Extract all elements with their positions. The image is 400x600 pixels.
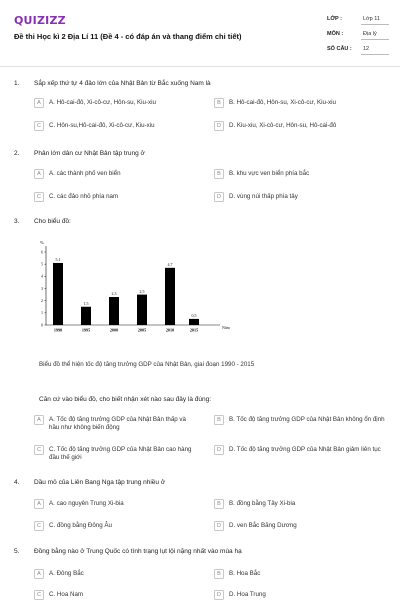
page-title: Đề thi Học kì 2 Địa Lí 11 (Đề 4 - có đáp án và thang điểm chi tiết) [14,32,242,41]
x-tick-label: 1990 [53,327,63,333]
option-a[interactable] [34,569,194,579]
option-b-text: B. Hô-cai-đô, Hôn-su, Xi-cô-cư, Kiu-xiu [229,99,336,106]
bar-value-label: 5,1 [55,257,61,263]
sub-question-text: Căn cứ vào biểu đồ, cho biết nhận xét nào sau đây là đúng: [39,396,212,403]
chart-caption: Biểu đồ thể hiện tốc độ tăng trưởng GDP của Nhật Bản, giai đoạn 1990 - 2015 [39,361,255,368]
option-c-box: C [34,445,44,455]
question-number: 5. [14,548,20,555]
option-a-text: A. cao nguyên Trung Xi-bia [49,500,124,507]
bar-value-label: 4,7 [167,262,173,268]
x-tick-label: 2005 [137,327,147,333]
option-b-box: B [214,169,224,179]
question-number: 4. [14,479,20,486]
option-a-box: A [34,499,44,509]
gdp-bar-chart [34,238,234,342]
option-a-box: A [34,415,44,425]
q3-option-d[interactable] [214,445,389,455]
x-tick-label: 1995 [81,327,91,333]
question-number: 1. [14,80,20,87]
option-a-text: A. Tốc độ tăng trưởng GDP của Nhật Bản thấp và hầu như không biến động [49,416,186,431]
y-axis-label: % [40,240,44,245]
option-b[interactable] [214,499,389,509]
header-divider [0,66,400,67]
option-d-text: D. Hoa Trung [229,591,266,598]
q3-option-c[interactable] [34,445,194,462]
option-b-text: B. khu vực ven biển phía bắc [229,170,310,177]
option-c-text: C. Tốc độ tăng trưởng GDP của Nhật Bản cao hàng đầu thế giới [49,446,192,461]
bar-value-label: 1,5 [83,300,89,306]
chart-svg [34,238,234,342]
option-d-box: D [214,521,224,531]
class-label: LỚP : [327,16,342,22]
option-c[interactable] [34,590,194,600]
class-value: Lớp 11 [363,16,380,22]
subject-label: MÔN : [327,31,344,37]
count-value: 12 [363,46,370,52]
option-a-text: A. Đông Bắc [49,570,84,577]
option-c-box: C [34,590,44,600]
option-a-box: A [34,98,44,108]
bar-2010 [165,268,175,325]
bar-2000 [109,297,119,325]
class-underline [361,24,389,25]
question-text: Dầu mỏ của Liên Bang Nga tập trung nhiều ở [34,479,166,486]
question-text: Phân lớn dân cư Nhật Bản tập trung ở [34,150,145,157]
option-d-box: D [214,121,224,131]
y-tick-label: 2 [41,298,43,304]
subject-underline [361,39,389,40]
question-number: 2. [14,150,20,157]
quizizz-logo: QUIZIZZ [14,14,66,27]
bar-value-label: 0,5 [191,313,197,319]
question-text: Sắp xếp thứ tự 4 đảo lớn của Nhật Bản từ Bắc xuống Nam là [34,80,211,87]
bar-1990 [53,263,63,325]
bar-1995 [81,307,91,325]
option-a-box: A [34,169,44,179]
header [0,0,400,68]
option-d-text: D. Tốc độ tăng trưởng GDP của Nhật Bản giảm liên tục [229,446,381,453]
y-tick-label: 6 [41,249,43,255]
x-tick-label: 2010 [165,327,175,333]
option-c[interactable] [34,521,194,531]
option-d-text: D. vùng núi thấp phía tây [229,193,298,200]
option-b[interactable] [214,569,389,579]
option-b-text: B. đồng bằng Tây Xi-bia [229,500,296,507]
option-b-box: B [214,415,224,425]
option-b-text: B. Tốc độ tăng trưởng GDP của Nhật Bản không ổn định [229,416,385,423]
q3-option-b[interactable] [214,415,389,425]
option-c-box: C [34,121,44,131]
option-d-text: D. ven Bắc Băng Dương [229,522,297,529]
x-tick-label: 2000 [109,327,119,333]
subject-value: Địa lý [363,31,377,37]
question-text: Đồng bằng nào ở Trung Quốc có tình trạng lụt lội nặng nhất vào mùa hạ [34,548,242,555]
option-a[interactable] [34,98,194,108]
option-c-box: C [34,521,44,531]
option-d-box: D [214,590,224,600]
option-b-box: B [214,98,224,108]
option-b-box: B [214,499,224,509]
x-axis-label: Năm [222,325,230,330]
option-d-box: D [214,192,224,202]
y-tick-label: 1 [41,310,43,316]
option-c-text: C. Hoa Nam [49,591,84,598]
option-c[interactable] [34,192,194,202]
option-a-text: A. Hô-cai-đô, Xi-cô-cư, Hôn-su, Kiu-xiu [49,99,156,106]
option-a-box: A [34,569,44,579]
option-d[interactable] [214,121,389,131]
question-text: Cho biểu đồ: [34,218,71,225]
count-label: SỐ CÂU : [327,46,352,52]
option-c-text: C. Hôn-su,Hô-cai-đô, Xi-cô-cư, Kiu-xiu [49,122,155,129]
option-b[interactable] [214,169,389,179]
bar-2015 [189,319,199,325]
option-c-text: C. đồng bằng Đông Âu [49,522,112,529]
y-tick-label: 3 [41,285,43,291]
q3-option-a[interactable] [34,415,194,432]
option-a[interactable] [34,499,194,509]
option-b-box: B [214,569,224,579]
bar-2005 [137,295,147,325]
option-c-box: C [34,192,44,202]
option-b[interactable] [214,98,389,108]
option-d-box: D [214,445,224,455]
option-c[interactable] [34,121,194,131]
option-d[interactable] [214,590,389,600]
option-a-text: A. các thành phố ven biển [49,170,121,177]
count-underline [361,54,389,55]
option-d[interactable] [214,192,389,202]
x-tick-label: 2015 [189,327,199,333]
bar-value-label: 2,5 [139,288,145,294]
bar-value-label: 2,3 [111,291,117,297]
y-tick-label: 5 [41,261,43,267]
question-number: 3. [14,218,20,225]
option-a[interactable] [34,169,194,179]
option-d[interactable] [214,521,389,531]
y-tick-label: 4 [41,273,43,279]
y-tick-label: 0 [41,322,43,328]
option-d-text: D. Kiu-xiu, Xi-cô-cư, Hôn-su, Hô-cai-đô [229,122,337,129]
option-c-text: C. các đảo nhỏ phía nam [49,193,119,200]
option-b-text: B. Hoa Bắc [229,570,261,577]
